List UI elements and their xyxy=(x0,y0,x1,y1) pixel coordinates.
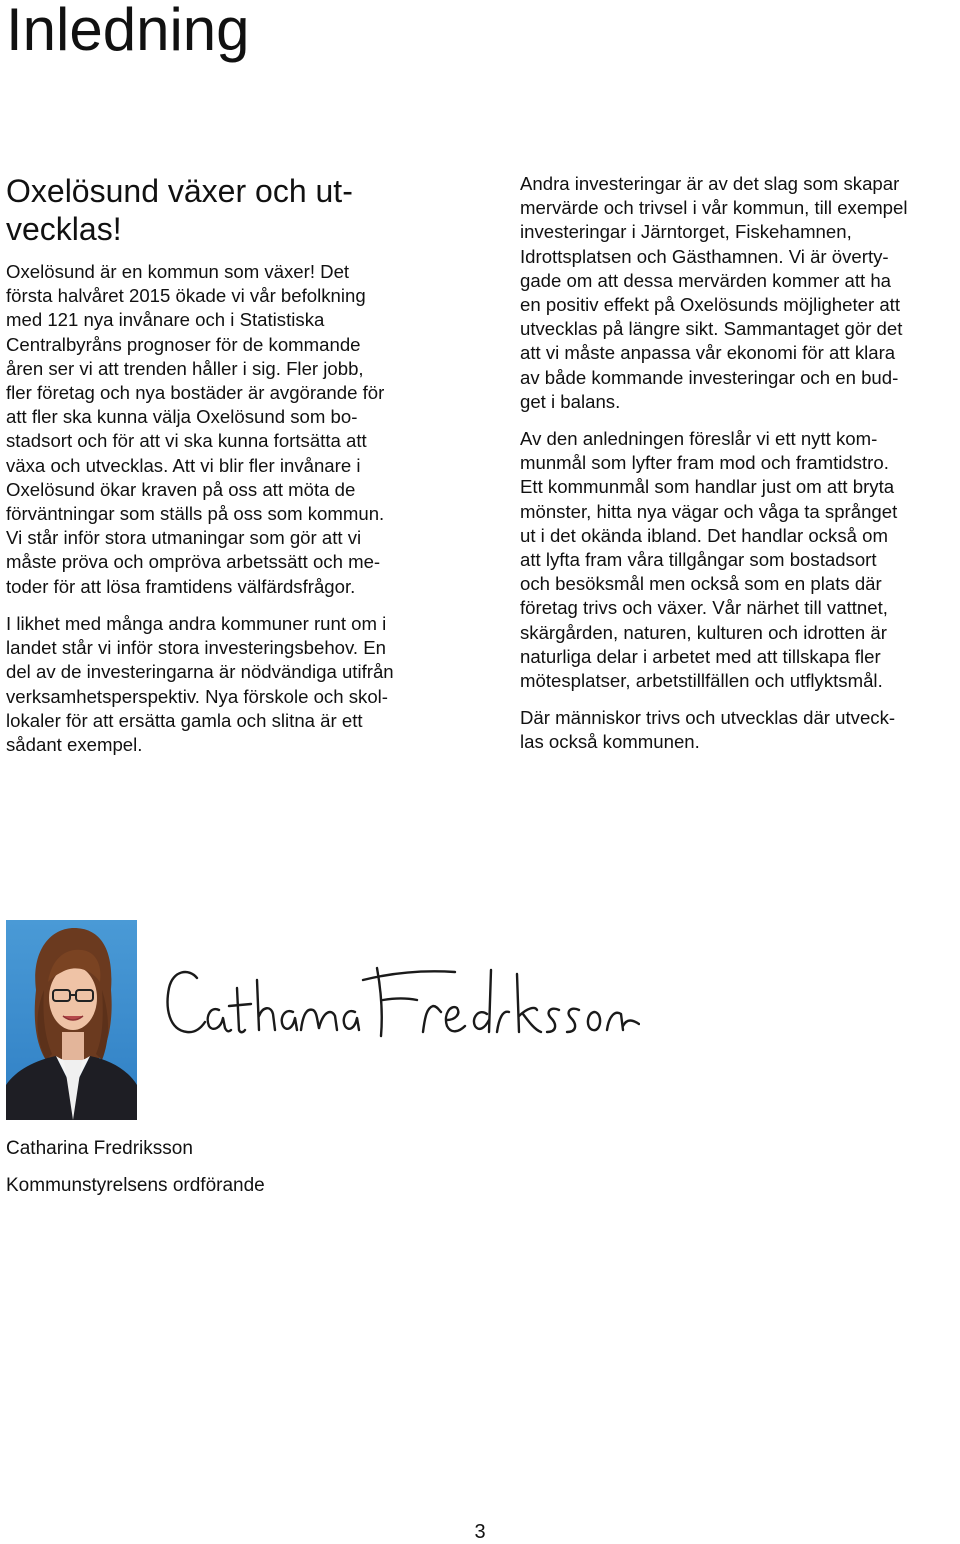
right-paragraph-3: Där människor trivs och utvecklas där utveck- las också kommunen. xyxy=(520,707,896,753)
section-heading: Oxelösund växer och ut- vecklas! xyxy=(6,173,353,247)
right-paragraph-1: Andra investeringar är av det slag som skapar mervärde och trivsel i vår kommun, till exempel investeringar i Järntorget, Fiskehamnen, Idrottsplatsen och Gästhamnen. Vi är överty- gade om att dessa mervärden kommer att ha en positiv effekt på Oxelösunds möjligheter att utvecklas på längre sikt. Sammantaget gör det att vi måste anpassa vår ekonomi för att klara av både kommande investeringar och en bud- get i balans. xyxy=(520,173,908,412)
left-paragraph-1: Oxelösund är en kommun som växer! Det första halvåret 2015 ökade vi vår befolkning med 121 nya invånare och i Statistiska Centralbyråns prognoser för de kommande åren ser vi att trenden håller i sig. Fler jobb, fler företag och nya bostäder är avgörande för att fler ska kunna välja Oxelösund som bo- stadsort och för att vi ska kunna fortsätta att växa och utvecklas. Att vi blir fler invånare i Oxelösund ökar kraven på oss att möta de förväntningar som ställs på oss som kommun. Vi står inför stora utmaningar som gör att vi måste pröva och ompröva arbetssätt och me- toder för att lösa framtidens välfärdsfrågor. xyxy=(6,261,385,597)
left-paragraph-2: I likhet med många andra kommuner runt om i landet står vi inför stora investeringsbehov. En del av de investeringarna är nödvändiga utifrån verksamhetsperspektiv. Nya förskole och skol- lokaler för att ersätta gamla och slitna är ett sådant exempel. xyxy=(6,613,394,756)
handwritten-signature xyxy=(155,950,640,1045)
page-number: 3 xyxy=(474,1521,486,1543)
signatory-role: Kommunstyrelsens ordförande xyxy=(6,1175,265,1196)
right-paragraph-2: Av den anledningen föreslår vi ett nytt kom- munmål som lyfter fram mod och framtidstro. Ett kommunmål som handlar just om att bryta mönster, hitta nya vägar och våga ta språnget ut i det okända ibland. Det handlar också om att lyfta fram våra tillgångar som bostadsort och besöksmål men också som en plats där företag trivs och växer. Vår närhet till vattnet, skärgården, naturen, kulturen och idrotten är naturliga delar i arbetet med att tillskapa fler mötesplatser, arbetstillfällen och utflyktsmål. xyxy=(520,428,898,692)
portrait-photo xyxy=(6,920,137,1120)
signatory-name: Catharina Fredriksson xyxy=(6,1138,193,1159)
page-title: Inledning xyxy=(6,0,250,63)
